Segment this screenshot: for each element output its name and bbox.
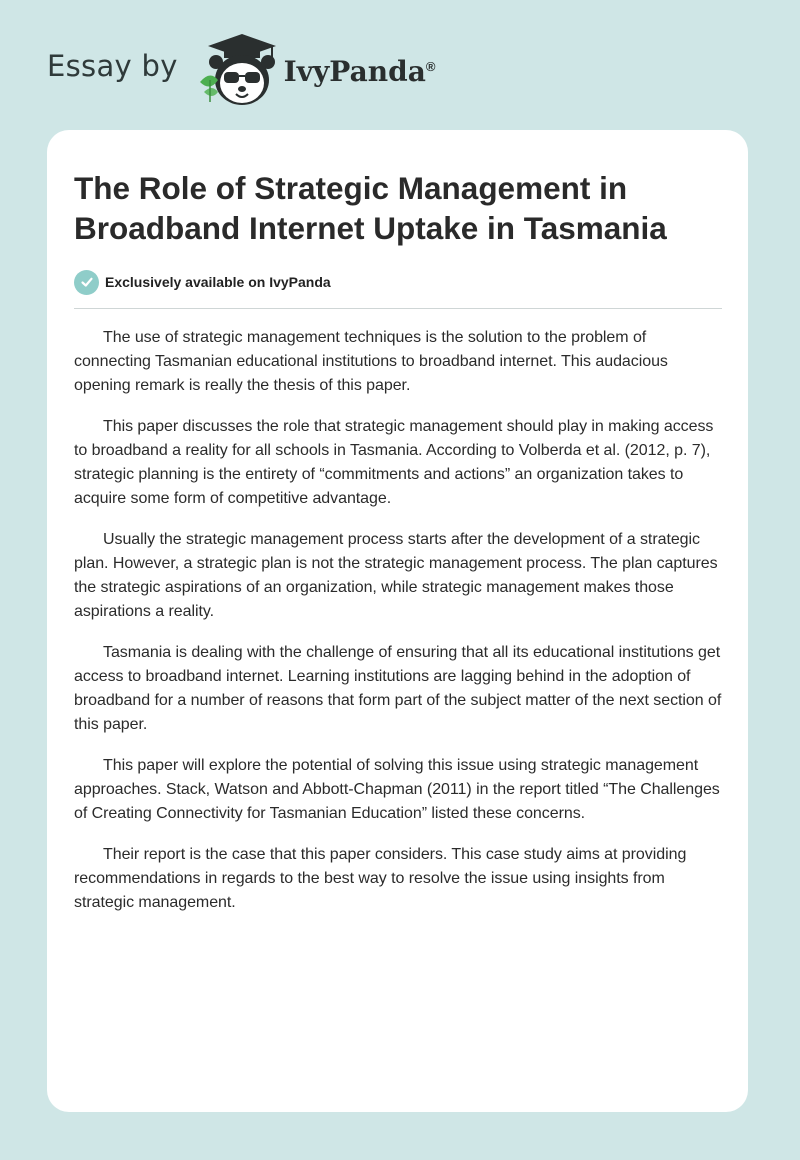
paragraph: The use of strategic management techniques is the solution to the problem of connecting Tasmanian educational institutions to broadband internet. This audacious opening remark is really the thesis of this paper.	[74, 329, 668, 394]
brand-name[interactable]: IvyPanda®	[283, 54, 436, 88]
badge-label: Exclusively available on IvyPanda	[105, 274, 331, 290]
registered-mark: ®	[425, 58, 436, 74]
paragraph: This paper discusses the role that strategic management should play in making access to broadband a reality for all schools in Tasmania. According to Volberda et al. (2012, p. 7), strategic planning is the entirety of “commitments and actions” an organization takes to acquire some form of competitive advantage.	[74, 418, 714, 507]
paragraph: This paper will explore the potential of solving this issue using strategic management approaches. Stack, Watson and Abbott-Chapman (2011) in the report titled “The Challenges of Creating Connectivity for Tasmanian Education” listed these concerns.	[74, 757, 720, 822]
document-card	[47, 130, 748, 1112]
essay-by-label: Essay by	[47, 49, 178, 83]
site-header	[47, 30, 435, 110]
panda-logo-icon[interactable]	[196, 30, 278, 110]
page-title: The Role of Strategic Management in Broadband Internet Uptake in Tasmania	[74, 170, 667, 246]
paragraph: Usually the strategic management process starts after the development of a strategic plan. However, a strategic plan is not the strategic management process. The plan captures the strategic aspirations of an organization, while strategic management makes those aspirations a reality.	[74, 531, 718, 620]
paragraph: Their report is the case that this paper considers. This case study aims at providing recommendations in regards to the best way to resolve the issue using insights from strategic management.	[74, 846, 687, 911]
paragraph: Tasmania is dealing with the challenge of ensuring that all its educational institutions get access to broadband internet. Learning institutions are lagging behind in the adoption of broadband for a number of reasons that form part of the subject matter of the next section of this paper.	[74, 644, 722, 733]
exclusive-badge	[74, 268, 722, 296]
check-icon	[74, 270, 99, 295]
essay-body	[74, 326, 722, 915]
divider	[74, 308, 722, 309]
